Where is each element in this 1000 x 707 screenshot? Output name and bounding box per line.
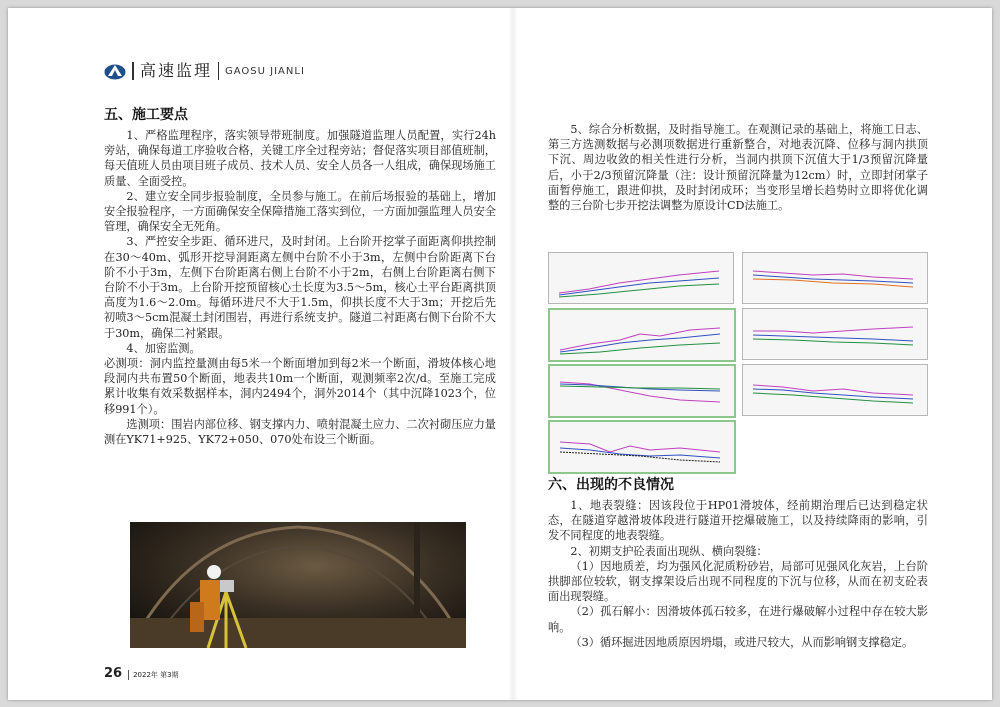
chart-thumbnail-6	[742, 364, 928, 416]
paragraph-6-5: （3）循环掘进因地质原因坍塌，或进尺较大，从而影响钢支撑稳定。	[570, 635, 914, 649]
paragraph-6-2: 2、初期支护砼表面出现纵、横向裂缝：	[570, 544, 768, 558]
paragraph-6-1: 1、地表裂缝：因该段位于HP01滑坡体，经前期治理后已达到稳定状态，在隧道穿越滑坡体段进行隧道开挖爆破施工，以及持续降雨的影响，引发不同程度的地表裂缝。	[548, 499, 928, 543]
paragraph-2: 2、建立安全同步报验制度，全员参与施工。在前后场报验的基础上，增加安全报验程序，一方面确保安全保障措施工落实到位，一方面加强监理人员安全管理，确保安全无死角。	[104, 189, 496, 234]
issue-label: 2022年 第3期	[128, 670, 179, 680]
chart-thumbnail-5	[548, 364, 736, 418]
page-number: 26	[104, 666, 123, 681]
section-heading-5: 五、施工要点	[104, 107, 188, 123]
page-crease	[508, 8, 518, 700]
chart-thumbnail-7	[548, 420, 736, 474]
journal-logo-icon	[104, 62, 126, 80]
monitoring-charts-panel	[548, 252, 928, 466]
chart-thumbnail-4	[742, 308, 928, 360]
paragraph-3: 3、严控安全步距、循环进尺，及时封闭。上台阶开挖掌子面距离仰拱控制在30～40m、弧形开挖导洞距离左侧中台阶不小于3m，左侧中台阶距离下台阶不小于3m，左侧下台阶距离右侧上台阶不小于2m，右侧上台阶距离右侧下台阶不小于3m。上台阶开挖预留核心土长度为3.5～5m，核心土平台距离拱顶高度为1.6～2.0m。每循环进尺不大于1.5m，仰拱长度不大于3m；开挖后先初喷3～5cm混凝土封闭围岩，再进行系统支护。隧道二衬距离右侧下台阶不大于30m，确保二衬紧跟。	[104, 235, 496, 340]
paragraph-required-items: 必测项：洞内监控量测由每5米一个断面增加到每2米一个断面，滑坡体核心地段洞内共布置50个断面，地表共10m一个断面，观测频率2次/d。至施工完成累计收集有效采数据样本，洞内2494个，洞外2014个（其中沉降1023个，位移991个）。	[104, 357, 496, 416]
paragraph-5: 5、综合分析数据，及时指导施工。在观测记录的基础上，将施工日志、第三方选测数据与必测项数据进行重新整合，对地表沉降、位移与洞内拱顶下沉、周边收敛的相关性进行分析，当洞内拱顶下沉值大于1/3预留沉降量后，小于2/3预留沉降量（注：设计预留沉降量为12cm）时，立即封闭掌子面暂停施工，跟进仰拱，及时封闭成环；当变形呈增长趋势时立即将优化调整的三台阶七步开挖法调整为原设计CD法施工。	[548, 123, 928, 213]
paragraph-6-3: （1）因地质差，均为强风化泥质粉砂岩，局部可见强风化灰岩，上台阶拱脚部位较软，钢支撑架设后出现不同程度的下沉与位移，从而在初支砼表面出现裂缝。	[548, 559, 928, 604]
journal-header	[104, 60, 305, 82]
right-column-top	[548, 122, 928, 213]
magazine-page	[8, 8, 992, 700]
chart-thumbnail-1	[548, 252, 734, 304]
paragraph-1: 1、严格监理程序，落实领导带班制度。加强隧道监理人员配置，实行24h旁站，确保每道工序验收合格，关键工序全过程旁站；督促落实项目部值班制，每天值班人员由项目班子成员、技术人员、安全人员各一人组成，确保现场施工质量、全面受控。	[104, 129, 496, 188]
page-footer	[104, 666, 179, 681]
journal-title: 高速监理	[132, 62, 219, 80]
journal-subtitle: GAOSU JIANLI	[225, 65, 305, 77]
tunnel-survey-photo	[130, 522, 466, 648]
paragraph-4: 4、加密监测。	[126, 341, 201, 355]
left-column	[104, 104, 496, 447]
chart-thumbnail-3	[548, 308, 736, 362]
chart-thumbnail-2	[742, 252, 928, 304]
section-heading-6: 六、出现的不良情况	[548, 477, 674, 493]
paragraph-optional-items: 选测项：围岩内部位移、钢支撑内力、喷射混凝土应力、二次衬砌压应力量测在YK71+925、YK72+050、070处布设三个断面。	[104, 417, 496, 447]
paragraph-6-4: （2）孤石解小：因滑坡体孤石较多，在进行爆破解小过程中存在较大影响。	[548, 605, 928, 634]
right-column-bottom	[548, 474, 928, 650]
